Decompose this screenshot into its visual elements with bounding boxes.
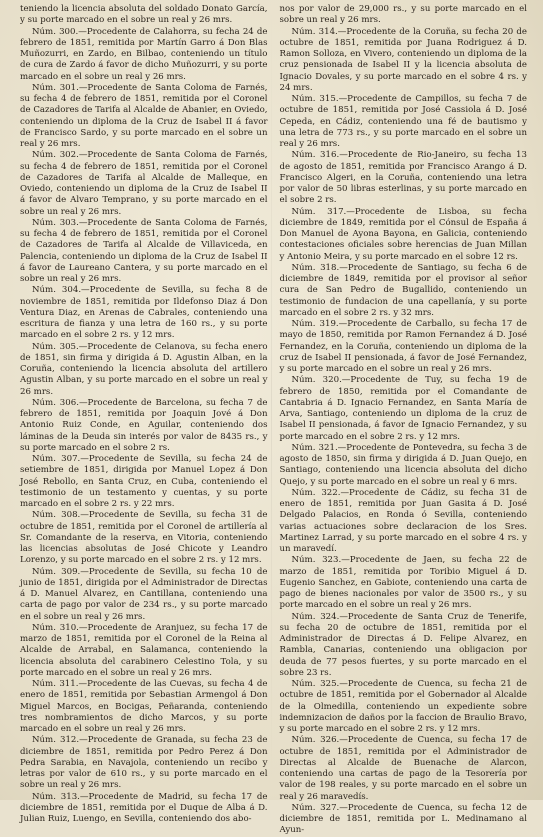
letter-entry: Núm. 304.—Procedente de Sevilla, su fecha 8 de noviembre de 1851, remitida por Ildefonso Diaz á Don Ventura Diaz, en Arenas de Cabrales, conteniendo una escritura de fianza y una letra de 160 rs., y su porte marcado en el sobre 2 rs. y 12 mrs. bbox=[20, 285, 268, 341]
continued-paragraph: teniendo la licencia absoluta del soldado Donato García, y su porte marcado en el sobre un real y 26 mrs. bbox=[20, 4, 268, 26]
letter-entry: Núm. 307.—Procedente de Sevilla, su fecha 24 de setiembre de 1851, dirigida por Manuel Lopez á Don José Rebollo, en Santa Cruz, en Cuba, conteniendo el testimonio de un testamento y cuentas, y su porte marcado en el sobre 2 rs. y 22 mrs. bbox=[20, 454, 268, 509]
letter-entry: Núm. 301.—Procedente de Santa Coloma de Farnés, su fecha 4 de febrero de 1851, remitida por el Coronel de Cazadores de Tarifa al Alcalde de Abanier, en Oviedo, conteniendo un diploma de la Cruz de Isabel II á favor de Francisco Sardo, y su porte marcado en el sobre un real y 26 mrs. bbox=[20, 82, 268, 149]
letter-entry: Núm. 320.—Procedente de Tuy, su fecha 19 de febrero de 1850, remitida por el Comandante de Cantabria á D. Ignacio Fernandez, en Santa María de Arva, Santiago, conteniendo un diploma de la cruz de Isabel II pensionada, á favor de Ignacio Fernandez, y su porte marcado en el sobre 2 rs. y 12 mrs. bbox=[279, 375, 527, 442]
letter-entry: Núm. 315.—Procedente de Campillos, su fecha 7 de octubre de 1851, remitida por José Cassiola á D. José Cepeda, en Cádiz, conteniendo una fé de bautismo y una letra de 773 rs., y su porte marcado en el sobre un real y 26 mrs. bbox=[279, 94, 527, 149]
letter-entry: Núm. 308.—Procedente de Sevilla, su fecha 31 de octubre de 1851, remitida por el Coronel de artillería al Sr. Comandante de la reserva, en Vitoria, conteniendo las licencias absolutas de José Chicote y Leandro Lorenzo, y su porte marcado en el sobre 2 rs. y 12 mrs. bbox=[20, 510, 268, 566]
left-column bbox=[20, 4, 268, 824]
letter-entry: Núm. 324.—Procedente de Santa Cruz de Tenerife, su fecha 20 de octubre de 1851, remitida por el Administrador de Directas á D. Felipe Alvarez, en Rambla, Canarias, conteniendo una obligacion por deuda de 77 pesos fuertes, y su porte marcado en el sobre 23 rs. bbox=[279, 611, 527, 678]
letter-entry: Núm. 310.—Procedente de Aranjuez, su fecha 17 de marzo de 1851, remitida por el Coronel de la Reina al Alcalde de Arrabal, en Salamanca, conteniendo la licencia absoluta del carabinero Celestino Tola, y su porte marcado en el sobre un real y 26 mrs. bbox=[20, 622, 268, 678]
letter-entry: Núm. 327.—Procedente de Cuenca, su fecha 12 de diciembre de 1851, remitida por L. Medinamano al Ayun- bbox=[279, 802, 527, 836]
page-fold bbox=[271, 0, 272, 800]
continued-paragraph: nos por valor de 29,000 rs., y su porte marcado en el sobre un real y 26 mrs. bbox=[279, 4, 527, 26]
right-column bbox=[279, 4, 528, 836]
letter-entry: Núm. 316.—Procedente de Rio-Janeiro, su fecha 13 de agosto de 1851, remitida por Francisco Arango á D. Francisco Algeri, en la Coruña, conteniendo una letra por valor de 50 libras esterlinas, y su porte marcado en el sobre 2 rs. bbox=[279, 150, 527, 206]
letter-entry: Núm. 303.—Procedente de Santa Coloma de Farnés, su fecha 4 de febrero de 1851, remitida por el Coronel de Cazadores de Tarifa al Alcalde de Villaviceda, en Palencia, conteniendo un diploma de la Cruz de Isabel II á favor de Laureano Cantera, y su porte marcado en el sobre un real y 26 mrs. bbox=[20, 217, 268, 284]
letter-entry: Núm. 306.—Procedente de Barcelona, su fecha 7 de febrero de 1851, remitida por Joaquin Jové á Don Antonio Ruiz Conde, en Aguilar, conteniendo dos láminas de la Deuda sin interés por valor de 8435 rs., y su porte marcado en el sobre 2 rs. bbox=[20, 397, 268, 453]
letter-entry: Núm. 314.—Procedente de la Coruña, su fecha 20 de octubre de 1851, remitida por Juana Rodriguez á D. Ramon Solloza, en Vivero, conteniendo un diploma de la cruz pensionada de Isabel II y la licencia absoluta de Ignacio Dovales, y su porte marcado en el sobre 4 rs. y 24 mrs. bbox=[279, 26, 527, 93]
letter-entry: Núm. 321.—Procedente de Pontevedra, su fecha 3 de agosto de 1850, sin firma y dirigida á D. Juan Quejo, en Santiago, conteniendo una licencia absoluta del dicho Quejo, y su porte marcado en el sobre un real y 6 mrs. bbox=[279, 442, 527, 487]
letter-entry: Núm. 319.—Procedente de Carballo, su fecha 17 de mayo de 1850, remitida por Ramon Fernandez á D. José Fernandez, en la Coruña, conteniendo un diploma de la cruz de Isabel II pensionada, á favor de José Fernandez, y su porte marcado en el sobre un real y 26 mrs. bbox=[279, 319, 527, 374]
letter-entry: Núm. 318.—Procedente de Santiago, su fecha 6 de diciembre de 1849, remitida por el provisor al señor cura de San Pedro de Bugallido, conteniendo un testimonio de fundacion de una capellanía, y su porte marcado en el sobre 2 rs. y 32 mrs. bbox=[279, 262, 527, 318]
letter-entry: Núm. 311.—Procedente de las Cuevas, su fecha 4 de enero de 1851, remitida por Sebastian Armengol á Don Miguel Marcos, en Bocigas, Peñaranda, conteniendo tres nombramientos de dicho Marcos, y su porte marcado en el sobre un real y 26 mrs. bbox=[20, 679, 268, 734]
letter-entry: Núm. 322.—Procedente de Cádiz, su fecha 31 de enero de 1851, remitida por Juan Gasita á D. José Delgado Palacios, en Ronda ó Sevilla, conteniendo varias actuaciones sobre declaracion de los Sres. Martinez Larrad, y su porte marcado en el sobre 4 rs. y un maravedí. bbox=[279, 487, 527, 554]
letter-entry: Núm. 325.—Procedente de Cuenca, su fecha 21 de octubre de 1851, remitida por el Gobernador al Alcalde de la Olmedilla, conteniendo un expediente sobre indemnizacion de daños por la faccion de Braulio Bravo, y su porte marcado en el sobre 2 rs. y 12 mrs. bbox=[279, 679, 527, 734]
letter-entry: Núm. 317.—Procedente de Lisboa, su fecha diciembre de 1849, remitida por el Cónsul de España á Don Manuel de Ayona Bayona, en Galicia, conteniendo contestaciones oficiales sobre herencias de Juan Millan y Antonio Meira, y su porte marcado en el sobre 12 rs. bbox=[279, 206, 527, 262]
letter-entry: Núm. 313.—Procedente de Madrid, su fecha 17 de diciembre de 1851, remitida por el Duque de Alba á D. Julian Ruiz, Luengo, en Sevilla, conteniendo dos abo- bbox=[20, 791, 268, 824]
letter-entry: Núm. 300.—Procedente de Calahorra, su fecha 24 de febrero de 1851, remitida por Martín Garro á Don Blas Muñozurri, en Zardo, en Bilbao, conteniendo un título de cura de Zardo á favor de dicho Muñozurri, y su porte marcado en el sobre un real y 26 mrs. bbox=[20, 26, 268, 82]
letter-entry: Núm. 302.—Procedente de Santa Coloma de Farnés, su fecha 4 de febrero de 1851, remitida por el Coronel de Cazadores de Tarifa al Alcalde de Malleque, en Oviedo, conteniendo un diploma de la Cruz de Isabel II á favor de Alvaro Temprano, y su porte marcado en el sobre un real y 26 mrs. bbox=[20, 150, 268, 217]
letter-entry: Núm. 323.—Procedente de Jaen, su fecha 22 de marzo de 1851, remitida por Toribio Miguel á D. Eugenio Sanchez, en Gabiote, conteniendo una carta de pago de bienes nacionales por valor de 3500 rs., y su porte marcado en el sobre un real y 26 mrs. bbox=[279, 555, 527, 611]
letter-entry: Núm. 305.—Procedente de Celanova, su fecha enero de 1851, sin firma y dirigida á D. Agustin Alban, en la Coruña, conteniendo la licencia absoluta del artillero Agustin Alban, y su porte marcado en el sobre un real y 26 mrs. bbox=[20, 341, 268, 397]
letter-entry: Núm. 326.—Procedente de Cuenca, su fecha 17 de octubre de 1851, remitida por el Administrador de Directas al Alcalde de Buenache de Alarcon, conteniendo una cartas de pago de la Tesorería por valor de 198 reales, y su porte marcado en el sobre un real y 26 maravedís. bbox=[279, 735, 527, 802]
letter-entry: Núm. 312.—Procedente de Granada, su fecha 23 de diciembre de 1851, remitida por Pedro Perez á Don Pedra Sarabia, en Navajola, conteniendo un recibo y letras por valor de 610 rs., y su porte marcado en el sobre un real y 26 mrs. bbox=[20, 735, 268, 791]
letter-entry: Núm. 309.—Procedente de Sevilla, su fecha 10 de junio de 1851, dirigida por el Administrador de Directas á D. Manuel Alvarez, en Cantillana, conteniendo una carta de pago por valor de 234 rs., y su porte marcado en el sobre un real y 26 mrs. bbox=[20, 566, 268, 622]
